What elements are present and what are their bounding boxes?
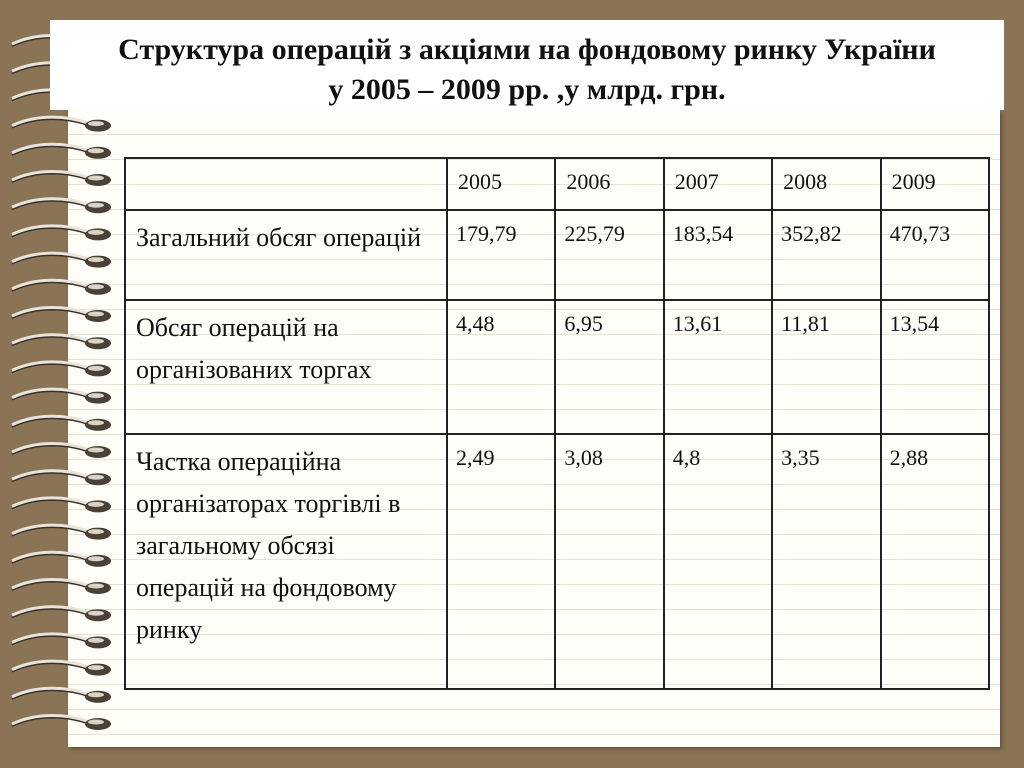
spiral-ring	[12, 362, 111, 377]
spiral-ring	[12, 552, 111, 567]
table-row-total-volume	[125, 210, 989, 300]
spiral-ring	[12, 308, 111, 323]
spiral-ring	[12, 416, 111, 431]
table-cell: 3,35	[772, 434, 880, 689]
page-title	[50, 20, 1004, 110]
title-line-1: Структура операцій з акціями на фондовому ринку України	[118, 33, 936, 66]
table-cell: 2,49	[447, 434, 555, 689]
spiral-ring	[12, 172, 111, 187]
row-label: Загальний обсяг операцій	[125, 210, 447, 300]
table-cell: 2,88	[881, 434, 989, 689]
spiral-ring	[12, 226, 111, 241]
spiral-ring	[12, 389, 111, 404]
spiral-ring	[12, 199, 111, 214]
spiral-rings	[8, 30, 118, 750]
spiral-ring	[12, 607, 111, 622]
spiral-ring	[12, 634, 111, 649]
table-cell: 352,82	[772, 210, 880, 300]
spiral-ring	[12, 253, 111, 268]
spiral-ring	[12, 661, 111, 676]
table-cell: 470,73	[881, 210, 989, 300]
spiral-binding	[8, 30, 118, 750]
table-cell: 4,8	[664, 434, 772, 689]
table-row-organized-trading	[125, 300, 989, 434]
spiral-ring	[12, 444, 111, 459]
title-box	[50, 20, 1004, 110]
table-cell: 13,61	[664, 300, 772, 434]
header-year-2009: 2009	[881, 158, 989, 210]
spiral-ring	[12, 580, 111, 595]
table-cell: 4,48	[447, 300, 555, 434]
table-row-share	[125, 434, 989, 689]
title-line-2: у 2005 – 2009 рр. ,у млрд. грн.	[328, 73, 726, 106]
header-year-2005: 2005	[447, 158, 555, 210]
spiral-ring	[12, 498, 111, 513]
spiral-ring	[12, 280, 111, 295]
spiral-ring	[12, 716, 111, 731]
data-table	[124, 157, 990, 690]
table-cell: 6,95	[555, 300, 663, 434]
spiral-ring	[12, 471, 111, 486]
table-cell: 11,81	[772, 300, 880, 434]
spiral-ring	[12, 144, 111, 159]
header-year-2008: 2008	[772, 158, 880, 210]
header-year-2006: 2006	[555, 158, 663, 210]
spiral-ring	[12, 117, 111, 132]
table-cell: 225,79	[555, 210, 663, 300]
header-row	[125, 158, 989, 210]
header-year-2007: 2007	[664, 158, 772, 210]
spiral-ring	[12, 688, 111, 703]
spiral-ring	[12, 525, 111, 540]
table-cell: 179,79	[447, 210, 555, 300]
table-cell: 13,54	[881, 300, 989, 434]
header-corner-cell	[125, 158, 447, 210]
table-cell: 3,08	[555, 434, 663, 689]
table-cell: 183,54	[664, 210, 772, 300]
spiral-ring	[12, 335, 111, 350]
row-label: Обсяг операцій на організованих торгах	[125, 300, 447, 434]
row-label: Частка операційна організаторах торгівлі в загальному обсязі операцій на фондовому ринку	[125, 434, 447, 689]
